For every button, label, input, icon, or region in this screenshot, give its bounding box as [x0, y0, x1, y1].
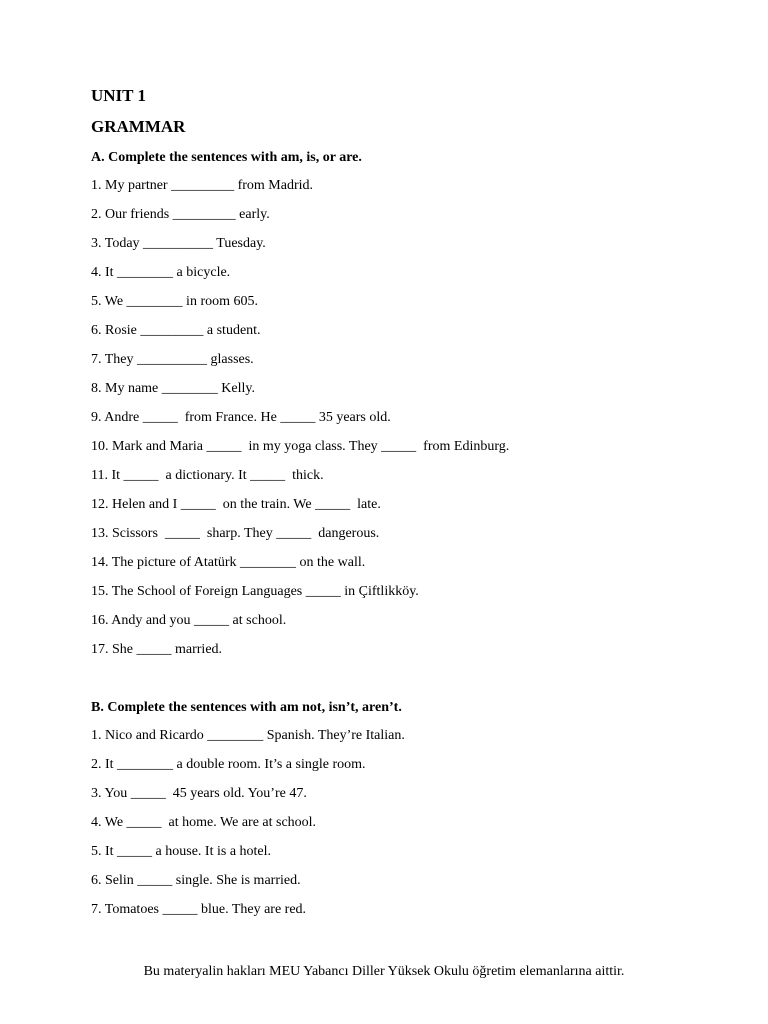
part-a-instruction: A. Complete the sentences with am, is, or are.	[91, 150, 362, 165]
exercise-item: 4. It ________ a bicycle.	[91, 265, 231, 280]
exercise-item: 7. Tomatoes _____ blue. They are red.	[91, 902, 307, 917]
section-title: GRAMMAR	[91, 117, 186, 136]
unit-title: UNIT 1	[91, 86, 146, 105]
copyright-footer: Bu materyalin hakları MEU Yabancı Diller Yüksek Okulu öğretim elemanlarına aittir.	[143, 964, 625, 979]
exercise-item: 6. Rosie _________ a student.	[91, 323, 261, 338]
exercise-item: 12. Helen and I _____ on the train. We _____ late.	[91, 497, 381, 512]
exercise-item: 15. The School of Foreign Languages _____ in Çiftlikköy.	[91, 584, 419, 599]
exercise-item: 8. My name ________ Kelly.	[91, 381, 255, 396]
part-b-instruction: B. Complete the sentences with am not, isn’t, aren’t.	[91, 700, 402, 715]
exercise-item: 3. Today __________ Tuesday.	[91, 236, 266, 251]
part-a-exercise-list	[91, 177, 509, 670]
exercise-item: 7. They __________ glasses.	[91, 352, 254, 367]
exercise-item: 16. Andy and you _____ at school.	[91, 613, 287, 628]
exercise-item: 1. Nico and Ricardo ________ Spanish. They’re Italian.	[91, 728, 405, 743]
exercise-item: 9. Andre _____ from France. He _____ 35 years old.	[91, 410, 391, 425]
exercise-item: 13. Scissors _____ sharp. They _____ dangerous.	[91, 526, 380, 541]
exercise-item: 10. Mark and Maria _____ in my yoga class. They _____ from Edinburg.	[91, 439, 510, 454]
exercise-item: 3. You _____ 45 years old. You’re 47.	[91, 786, 307, 801]
exercise-item: 1. My partner _________ from Madrid.	[91, 178, 314, 193]
exercise-item: 4. We _____ at home. We are at school.	[91, 815, 317, 830]
exercise-item: 17. She _____ married.	[91, 642, 223, 657]
exercise-item: 5. We ________ in room 605.	[91, 294, 258, 309]
exercise-item: 5. It _____ a house. It is a hotel.	[91, 844, 272, 859]
part-b-exercise-list	[91, 727, 405, 930]
exercise-item: 2. It ________ a double room. It’s a single room.	[91, 757, 366, 772]
exercise-item: 2. Our friends _________ early.	[91, 207, 270, 222]
exercise-item: 11. It _____ a dictionary. It _____ thick.	[91, 468, 324, 483]
exercise-item: 6. Selin _____ single. She is married.	[91, 873, 301, 888]
exercise-item: 14. The picture of Atatürk ________ on the wall.	[91, 555, 366, 570]
